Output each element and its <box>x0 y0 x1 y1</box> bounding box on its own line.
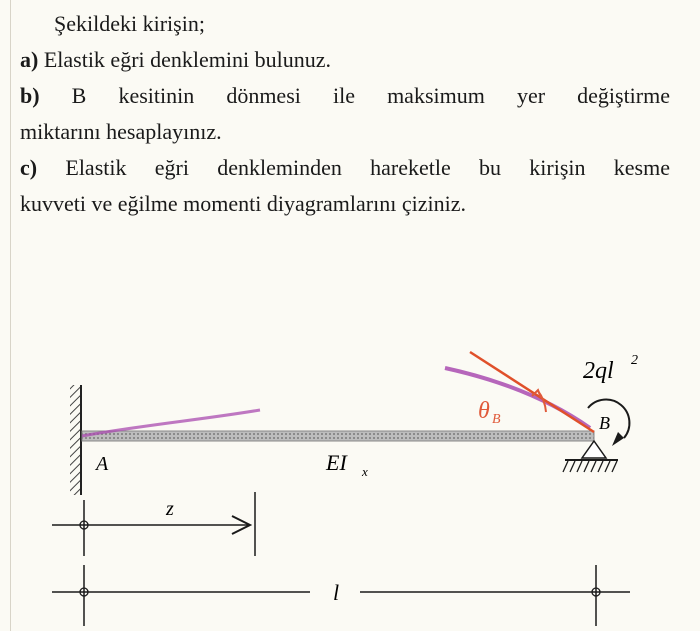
part-a-label: a) <box>20 47 39 72</box>
fixed-wall-hatch <box>70 385 80 495</box>
dim-z-label: z <box>166 498 174 520</box>
part-b-label: b) <box>20 83 40 108</box>
beam <box>82 431 594 441</box>
question-title: Şekildeki kirişin; <box>54 11 205 36</box>
elastic-curve-right <box>445 368 590 428</box>
theta-b-symbol: θ <box>478 398 490 424</box>
stiffness-subscript: x <box>362 464 368 479</box>
support-hatch <box>563 461 617 472</box>
label-a: A <box>96 453 109 475</box>
part-c-text-1: Elastik eğri denkleminden hareketle bu kirişin kesme <box>65 155 670 180</box>
moment-arrowhead <box>612 432 624 446</box>
part-b-text-1: B kesitinin dönmesi ile maksimum yer değiştirme <box>71 83 670 108</box>
moment-exponent: 2 <box>631 353 638 368</box>
moment-label: 2ql <box>583 358 614 384</box>
theta-b-subscript: B <box>492 412 501 427</box>
dim-l-label: l <box>333 580 340 605</box>
part-a-text: Elastik eğri denklemini bulunuz. <box>43 47 331 72</box>
pin-support <box>582 441 606 458</box>
stiffness-label: EI <box>326 450 347 475</box>
part-b-line2: miktarını hesaplayınız. <box>20 119 222 144</box>
part-c-label: c) <box>20 155 38 180</box>
part-c-line2: kuvveti ve eğilme momenti diyagramlarını çiziniz. <box>20 191 466 216</box>
label-b: B <box>599 413 610 433</box>
